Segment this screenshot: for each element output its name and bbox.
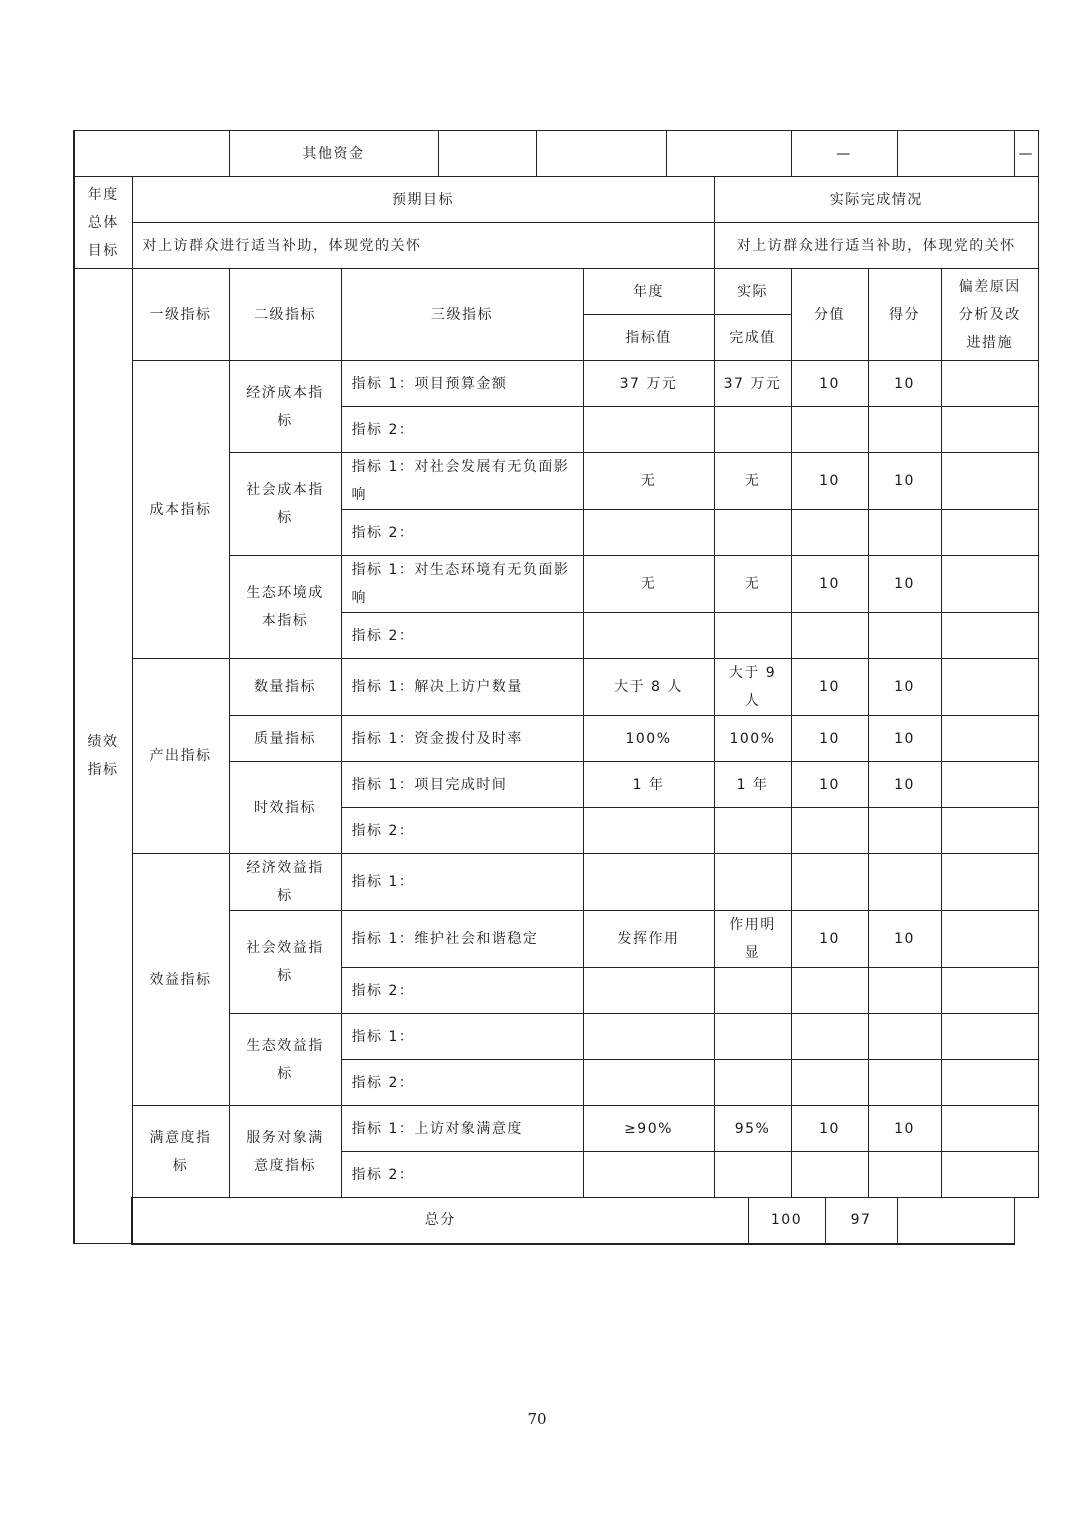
level2-cell: 生态效益指标 [229,1014,341,1106]
score-value [791,613,868,659]
deviation-cell [941,808,1039,854]
score-value [791,407,868,453]
actual-value: 无 [714,453,791,510]
got-value: 10 [868,1106,941,1152]
score-value [791,510,868,556]
annual-value: 1 年 [583,762,714,808]
got-value [868,854,941,911]
level3-cell: 指标 2： [341,510,583,556]
actual-value: 大于 9 人 [714,659,791,716]
header-score: 分值 [791,269,868,361]
level2-cell: 社会成本指标 [229,453,341,556]
level3-cell: 指标 1：对生态环境有无负面影响 [341,556,583,613]
level3-cell: 指标 2： [341,808,583,854]
level2-cell: 社会效益指标 [229,911,341,1014]
level2-cell: 经济成本指标 [229,361,341,453]
actual-value: 37 万元 [714,361,791,407]
got-value [868,1060,941,1106]
annual-value [583,407,714,453]
got-value [868,613,941,659]
deviation-cell [941,854,1039,911]
group-label: 产出指标 [132,659,229,854]
actual-value: 作用明显 [714,911,791,968]
deviation-cell [941,968,1039,1014]
level3-cell: 指标 1：对社会发展有无负面影响 [341,453,583,510]
score-value [791,854,868,911]
score-value: 10 [791,911,868,968]
total-label: 总分 [132,1198,748,1244]
deviation-cell [941,716,1039,762]
deviation-cell [941,510,1039,556]
header-actual-bottom: 完成值 [714,315,791,361]
header-level3: 三级指标 [341,269,583,361]
deviation-cell [941,453,1039,510]
annual-value: 大于 8 人 [583,659,714,716]
deviation-cell [941,911,1039,968]
expected-goal-text: 对上访群众进行适当补助，体现党的关怀 [132,223,714,269]
annual-value: 100% [583,716,714,762]
actual-value: 无 [714,556,791,613]
actual-value [714,1014,791,1060]
actual-value [714,808,791,854]
got-value [868,510,941,556]
deviation-cell [941,556,1039,613]
score-value [791,1060,868,1106]
got-value [868,1152,941,1198]
level3-cell: 指标 1： [341,854,583,911]
blank-cell [438,131,536,177]
got-value: 10 [868,762,941,808]
annual-value [583,510,714,556]
annual-value [583,968,714,1014]
group-label: 成本指标 [132,361,229,659]
level2-cell: 时效指标 [229,762,341,854]
level3-cell: 指标 2： [341,613,583,659]
score-value: 10 [791,1106,868,1152]
got-value [868,1014,941,1060]
header-level1: 一级指标 [132,269,229,361]
deviation-cell [941,613,1039,659]
level3-cell: 指标 1：项目预算金额 [341,361,583,407]
deviation-cell [941,1014,1039,1060]
level3-cell: 指标 1：解决上访户数量 [341,659,583,716]
header-deviation: 偏差原因分析及改进措施 [941,269,1039,361]
annual-value [583,1060,714,1106]
actual-goal-text: 对上访群众进行适当补助，体现党的关怀 [714,223,1039,269]
annual-value: 无 [583,556,714,613]
actual-value: 1 年 [714,762,791,808]
actual-value: 95% [714,1106,791,1152]
actual-value [714,1152,791,1198]
got-value: 10 [868,659,941,716]
blank-cell [536,131,666,177]
score-value [791,968,868,1014]
level3-cell: 指标 2： [341,1152,583,1198]
total-got: 97 [825,1198,897,1244]
actual-value [714,407,791,453]
level3-cell: 指标 2： [341,968,583,1014]
score-value: 10 [791,361,868,407]
got-value: 10 [868,911,941,968]
annual-value [583,808,714,854]
funding-dash: — [791,131,897,177]
actual-value [714,613,791,659]
performance-table [73,130,1039,1245]
level2-cell: 经济效益指标 [229,854,341,911]
deviation-cell [941,407,1039,453]
level3-cell: 指标 1：维护社会和谐稳定 [341,911,583,968]
blank-cell [666,131,791,177]
annual-value [583,613,714,659]
header-got: 得分 [868,269,941,361]
score-value: 10 [791,762,868,808]
actual-value [714,510,791,556]
actual-goal-header: 实际完成情况 [714,177,1039,223]
level3-cell: 指标 1：资金拨付及时率 [341,716,583,762]
score-value: 10 [791,453,868,510]
level3-cell: 指标 2： [341,1060,583,1106]
deviation-cell [941,762,1039,808]
score-value [791,1152,868,1198]
level2-cell: 服务对象满意度指标 [229,1106,341,1198]
header-level2: 二级指标 [229,269,341,361]
level2-cell: 数量指标 [229,659,341,716]
got-value: 10 [868,453,941,510]
annual-value [583,1014,714,1060]
annual-value [583,854,714,911]
level3-cell: 指标 1：项目完成时间 [341,762,583,808]
deviation-cell [941,659,1039,716]
level3-cell: 指标 1： [341,1014,583,1060]
level2-cell: 生态环境成本指标 [229,556,341,659]
annual-value: ≥90% [583,1106,714,1152]
got-value: 10 [868,556,941,613]
goal-label: 年度总体目标 [74,177,132,269]
score-value [791,1014,868,1060]
level2-cell: 质量指标 [229,716,341,762]
blank-cell [74,131,229,177]
funding-dash: — [1014,131,1039,177]
actual-value [714,854,791,911]
group-label: 效益指标 [132,854,229,1106]
level3-cell: 指标 2： [341,407,583,453]
group-label: 满意度指标 [132,1106,229,1198]
score-value [791,808,868,854]
got-value: 10 [868,716,941,762]
deviation-cell [897,1198,1014,1244]
got-value: 10 [868,361,941,407]
page-number: 70 [527,1410,547,1428]
annual-value: 无 [583,453,714,510]
score-value: 10 [791,659,868,716]
expected-goal-header: 预期目标 [132,177,714,223]
score-value: 10 [791,716,868,762]
deviation-cell [941,361,1039,407]
annual-value: 37 万元 [583,361,714,407]
got-value [868,808,941,854]
blank-cell [897,131,1014,177]
level3-cell: 指标 1：上访对象满意度 [341,1106,583,1152]
deviation-cell [941,1106,1039,1152]
score-value: 10 [791,556,868,613]
total-score: 100 [748,1198,825,1244]
header-annual-bottom: 指标值 [583,315,714,361]
got-value [868,968,941,1014]
header-annual-top: 年度 [583,269,714,315]
perf-label: 绩效指标 [74,269,132,1244]
header-actual-top: 实际 [714,269,791,315]
got-value [868,407,941,453]
actual-value [714,968,791,1014]
actual-value: 100% [714,716,791,762]
funding-label: 其他资金 [229,131,438,177]
annual-value [583,1152,714,1198]
deviation-cell [941,1060,1039,1106]
annual-value: 发挥作用 [583,911,714,968]
actual-value [714,1060,791,1106]
deviation-cell [941,1152,1039,1198]
